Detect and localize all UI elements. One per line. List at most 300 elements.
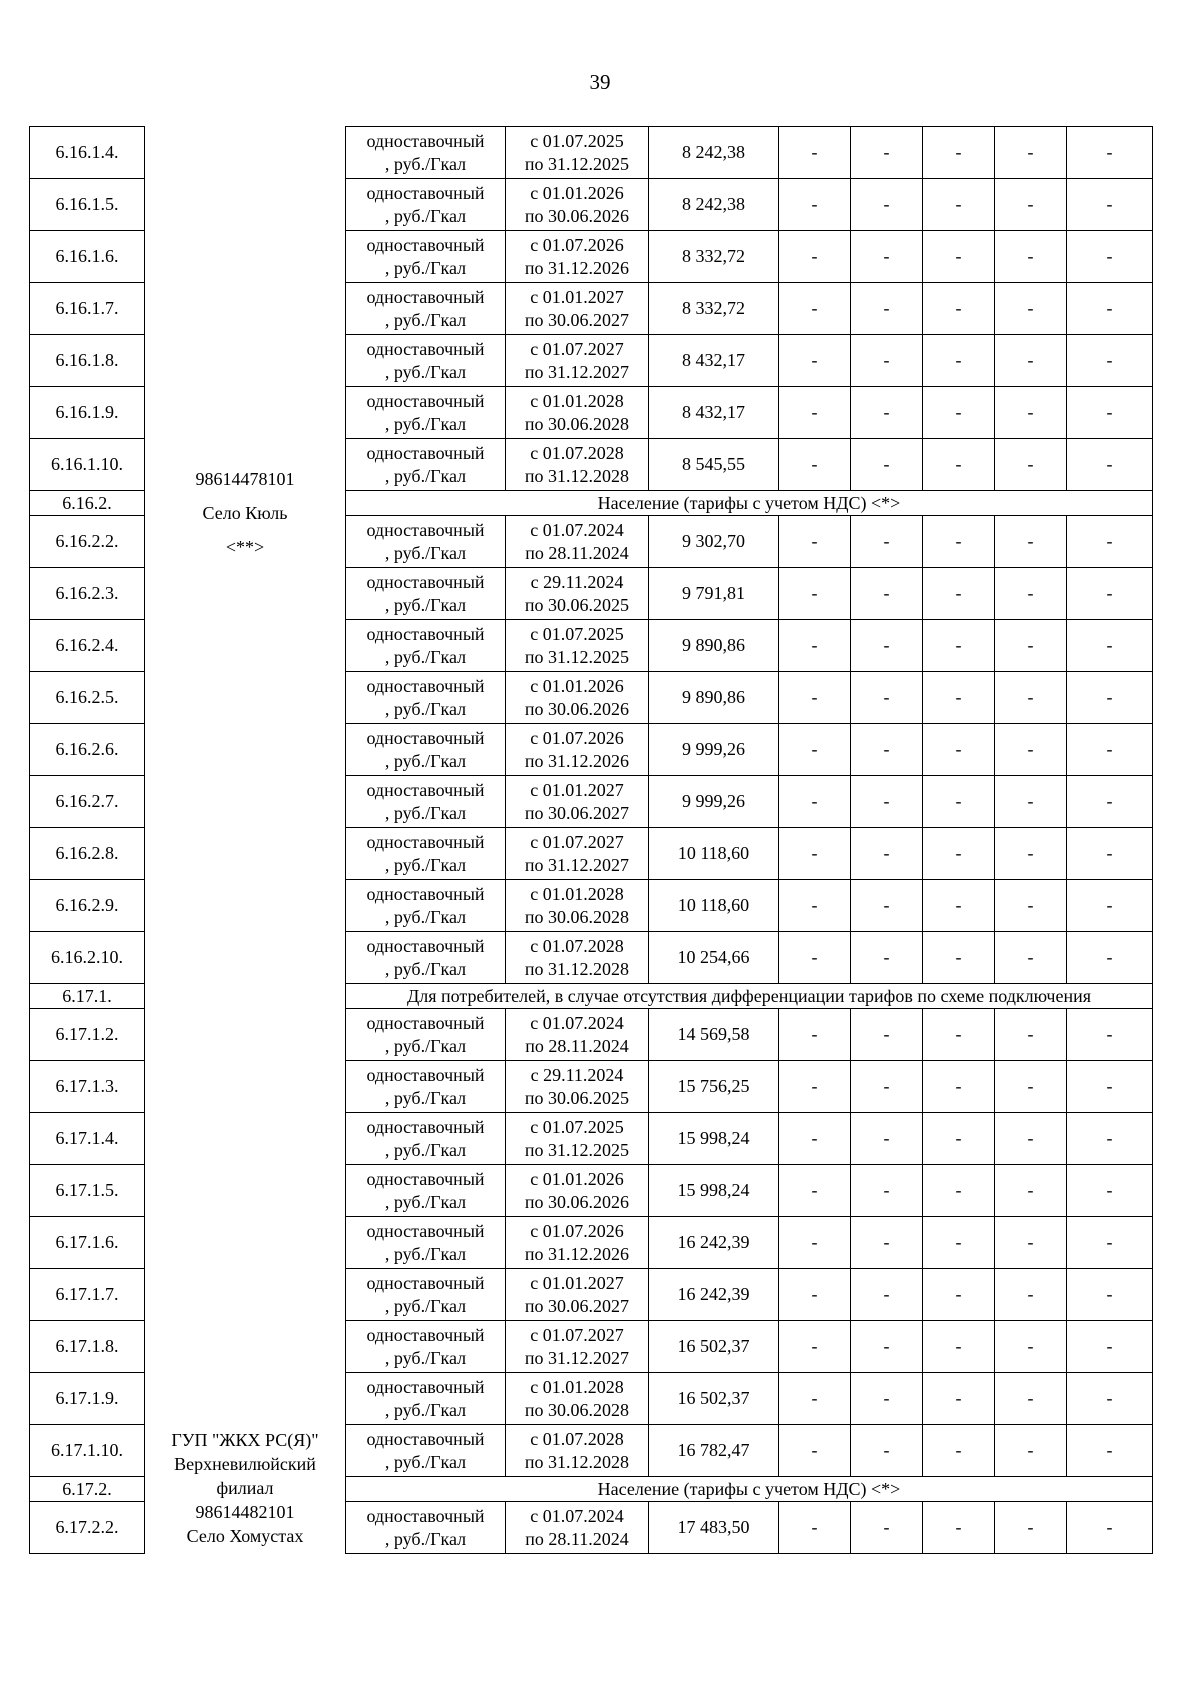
tariff-unit-line: , руб./Гкал xyxy=(384,750,467,771)
empty-value-dash: - xyxy=(1067,439,1153,491)
tariff-type-cell xyxy=(346,828,506,880)
tariff-value-cell: 15 756,25 xyxy=(649,1061,779,1113)
empty-value-dash: - xyxy=(779,568,851,620)
tariff-type-line: одноставочный xyxy=(366,883,485,904)
period-cell xyxy=(506,776,649,828)
period-cell xyxy=(506,231,649,283)
empty-value-dash: - xyxy=(923,1113,995,1165)
period-cell xyxy=(506,620,649,672)
period-from: с 01.01.2028 xyxy=(530,883,624,904)
tariff-value-cell: 15 998,24 xyxy=(649,1113,779,1165)
period-to: по 31.12.2025 xyxy=(524,646,630,667)
empty-value-dash: - xyxy=(1067,1217,1153,1269)
tariff-type-line: одноставочный xyxy=(366,1168,485,1189)
organization-line: 98614482101 xyxy=(195,1501,295,1522)
tariff-value-cell: 16 502,37 xyxy=(649,1373,779,1425)
empty-value-dash: - xyxy=(995,1502,1067,1554)
tariff-value-cell: 15 998,24 xyxy=(649,1165,779,1217)
empty-value-dash: - xyxy=(995,516,1067,568)
tariff-type-cell xyxy=(346,1165,506,1217)
empty-value-dash: - xyxy=(779,516,851,568)
empty-value-dash: - xyxy=(779,724,851,776)
empty-value-dash: - xyxy=(923,1165,995,1217)
empty-value-dash: - xyxy=(851,620,923,672)
tariff-type-cell xyxy=(346,516,506,568)
empty-value-dash: - xyxy=(851,932,923,984)
empty-value-dash: - xyxy=(995,439,1067,491)
period-to: по 30.06.2028 xyxy=(524,413,630,434)
period-cell xyxy=(506,439,649,491)
tariff-value-cell: 16 782,47 xyxy=(649,1425,779,1477)
empty-value-dash: - xyxy=(995,179,1067,231)
empty-value-dash: - xyxy=(995,1009,1067,1061)
empty-value-dash: - xyxy=(851,283,923,335)
tariff-type-cell xyxy=(346,1373,506,1425)
period-from: с 01.07.2024 xyxy=(530,1505,624,1526)
row-code-cell: 6.17.1.10. xyxy=(30,1425,145,1477)
empty-value-dash: - xyxy=(779,335,851,387)
period-from: с 01.07.2027 xyxy=(530,831,624,852)
organization-block xyxy=(147,1428,343,1548)
empty-value-dash: - xyxy=(923,283,995,335)
empty-value-dash: - xyxy=(995,620,1067,672)
empty-value-dash: - xyxy=(1067,335,1153,387)
tariff-type-cell xyxy=(346,387,506,439)
tariff-value-cell: 16 242,39 xyxy=(649,1269,779,1321)
empty-value-dash: - xyxy=(995,1165,1067,1217)
period-cell xyxy=(506,387,649,439)
tariff-value-cell: 10 118,60 xyxy=(649,880,779,932)
tariff-unit-line: , руб./Гкал xyxy=(384,542,467,563)
period-cell xyxy=(506,1269,649,1321)
period-to: по 30.06.2026 xyxy=(524,698,630,719)
empty-value-dash: - xyxy=(851,335,923,387)
row-code-cell: 6.16.1.10. xyxy=(30,439,145,491)
tariff-value-cell: 8 242,38 xyxy=(649,179,779,231)
empty-value-dash: - xyxy=(779,620,851,672)
period-to: по 28.11.2024 xyxy=(525,542,629,563)
tariff-table-body xyxy=(30,127,1153,1554)
empty-value-dash: - xyxy=(1067,283,1153,335)
tariff-unit-line: , руб./Гкал xyxy=(384,257,467,278)
row-code-cell: 6.16.2.4. xyxy=(30,620,145,672)
period-from: с 01.07.2028 xyxy=(530,935,624,956)
empty-value-dash: - xyxy=(779,1502,851,1554)
empty-value-dash: - xyxy=(923,1009,995,1061)
empty-value-dash: - xyxy=(779,1113,851,1165)
tariff-value-cell: 9 999,26 xyxy=(649,776,779,828)
tariff-unit-line: , руб./Гкал xyxy=(384,906,467,927)
empty-value-dash: - xyxy=(995,1217,1067,1269)
empty-value-dash: - xyxy=(1067,1502,1153,1554)
empty-value-dash: - xyxy=(1067,1061,1153,1113)
period-from: с 01.07.2026 xyxy=(530,234,624,255)
tariff-unit-line: , руб./Гкал xyxy=(384,1528,467,1549)
empty-value-dash: - xyxy=(851,724,923,776)
empty-value-dash: - xyxy=(851,1165,923,1217)
tariff-type-line: одноставочный xyxy=(366,519,485,540)
period-to: по 31.12.2028 xyxy=(524,1451,630,1472)
period-to: по 31.12.2027 xyxy=(524,854,630,875)
organization-line: ГУП "ЖКХ РС(Я)" xyxy=(171,1429,319,1450)
empty-value-dash: - xyxy=(995,880,1067,932)
tariff-unit-line: , руб./Гкал xyxy=(384,309,467,330)
empty-value-dash: - xyxy=(851,1009,923,1061)
tariff-type-line: одноставочный xyxy=(366,675,485,696)
tariff-unit-line: , руб./Гкал xyxy=(384,1451,467,1472)
empty-value-dash: - xyxy=(995,1321,1067,1373)
tariff-type-cell xyxy=(346,1321,506,1373)
empty-value-dash: - xyxy=(851,880,923,932)
empty-value-dash: - xyxy=(1067,672,1153,724)
tariff-unit-line: , руб./Гкал xyxy=(384,1295,467,1316)
empty-value-dash: - xyxy=(1067,127,1153,179)
tariff-value-cell: 8 242,38 xyxy=(649,127,779,179)
empty-value-dash: - xyxy=(1067,724,1153,776)
period-from: с 01.07.2027 xyxy=(530,1324,624,1345)
tariff-unit-line: , руб./Гкал xyxy=(384,1035,467,1056)
tariff-unit-line: , руб./Гкал xyxy=(384,646,467,667)
empty-value-dash: - xyxy=(851,439,923,491)
tariff-type-line: одноставочный xyxy=(366,779,485,800)
page-number: 39 xyxy=(589,70,611,94)
empty-value-dash: - xyxy=(779,1373,851,1425)
period-to: по 31.12.2028 xyxy=(524,465,630,486)
period-cell xyxy=(506,516,649,568)
empty-value-dash: - xyxy=(923,127,995,179)
empty-value-dash: - xyxy=(923,1321,995,1373)
period-cell xyxy=(506,179,649,231)
tariff-type-line: одноставочный xyxy=(366,571,485,592)
period-cell xyxy=(506,880,649,932)
period-to: по 28.11.2024 xyxy=(525,1035,629,1056)
empty-value-dash: - xyxy=(923,776,995,828)
empty-value-dash: - xyxy=(1067,620,1153,672)
period-cell xyxy=(506,1217,649,1269)
period-from: с 01.07.2028 xyxy=(530,1428,624,1449)
section-heading-cell: Для потребителей, в случае отсутствия дифференциации тарифов по схеме подключения xyxy=(346,984,1153,1009)
empty-value-dash: - xyxy=(995,1113,1067,1165)
row-code-cell: 6.16.2.10. xyxy=(30,932,145,984)
tariff-value-cell: 8 332,72 xyxy=(649,283,779,335)
empty-value-dash: - xyxy=(779,672,851,724)
tariff-type-line: одноставочный xyxy=(366,1012,485,1033)
tariff-type-line: одноставочный xyxy=(366,182,485,203)
period-to: по 31.12.2028 xyxy=(524,958,630,979)
tariff-type-cell xyxy=(346,1217,506,1269)
empty-value-dash: - xyxy=(851,1217,923,1269)
empty-value-dash: - xyxy=(923,932,995,984)
row-code-cell: 6.17.1. xyxy=(30,984,145,1009)
empty-value-dash: - xyxy=(995,1061,1067,1113)
empty-value-dash: - xyxy=(923,828,995,880)
row-code-cell: 6.17.1.5. xyxy=(30,1165,145,1217)
tariff-type-line: одноставочный xyxy=(366,623,485,644)
period-from: с 01.07.2028 xyxy=(530,442,624,463)
table-row xyxy=(30,984,1153,1009)
period-to: по 30.06.2025 xyxy=(524,1087,630,1108)
empty-value-dash: - xyxy=(779,1009,851,1061)
period-to: по 31.12.2025 xyxy=(524,153,630,174)
tariff-value-cell: 9 791,81 xyxy=(649,568,779,620)
row-code-cell: 6.16.1.9. xyxy=(30,387,145,439)
empty-value-dash: - xyxy=(1067,387,1153,439)
tariff-type-cell xyxy=(346,880,506,932)
empty-value-dash: - xyxy=(779,776,851,828)
period-from: с 29.11.2024 xyxy=(530,1064,624,1085)
empty-value-dash: - xyxy=(995,335,1067,387)
empty-value-dash: - xyxy=(923,1502,995,1554)
period-from: с 01.07.2026 xyxy=(530,1220,624,1241)
empty-value-dash: - xyxy=(779,1425,851,1477)
tariff-value-cell: 9 302,70 xyxy=(649,516,779,568)
empty-value-dash: - xyxy=(851,1269,923,1321)
tariff-type-cell xyxy=(346,672,506,724)
row-code-cell: 6.16.2.3. xyxy=(30,568,145,620)
organization-line: 98614478101 xyxy=(195,468,295,489)
empty-value-dash: - xyxy=(1067,1373,1153,1425)
empty-value-dash: - xyxy=(923,387,995,439)
empty-value-dash: - xyxy=(995,1269,1067,1321)
tariff-unit-line: , руб./Гкал xyxy=(384,1087,467,1108)
period-to: по 31.12.2026 xyxy=(524,257,630,278)
tariff-value-cell: 8 432,17 xyxy=(649,335,779,387)
organization-cell xyxy=(145,127,346,984)
tariff-type-cell xyxy=(346,568,506,620)
tariff-unit-line: , руб./Гкал xyxy=(384,1347,467,1368)
empty-value-dash: - xyxy=(851,387,923,439)
tariff-type-cell xyxy=(346,335,506,387)
tariff-value-cell: 9 890,86 xyxy=(649,620,779,672)
empty-value-dash: - xyxy=(923,179,995,231)
empty-value-dash: - xyxy=(923,672,995,724)
empty-value-dash: - xyxy=(779,1321,851,1373)
empty-value-dash: - xyxy=(1067,231,1153,283)
empty-value-dash: - xyxy=(851,1113,923,1165)
tariff-type-line: одноставочный xyxy=(366,831,485,852)
period-from: с 01.07.2025 xyxy=(530,1116,624,1137)
tariff-type-line: одноставочный xyxy=(366,234,485,255)
period-to: по 30.06.2026 xyxy=(524,205,630,226)
tariff-unit-line: , руб./Гкал xyxy=(384,1139,467,1160)
row-code-cell: 6.16.1.4. xyxy=(30,127,145,179)
empty-value-dash: - xyxy=(995,1373,1067,1425)
empty-value-dash: - xyxy=(1067,880,1153,932)
empty-value-dash: - xyxy=(1067,516,1153,568)
period-cell xyxy=(506,724,649,776)
empty-value-dash: - xyxy=(779,1269,851,1321)
period-cell xyxy=(506,127,649,179)
period-cell xyxy=(506,932,649,984)
period-from: с 01.07.2026 xyxy=(530,727,624,748)
period-cell xyxy=(506,672,649,724)
empty-value-dash: - xyxy=(923,1425,995,1477)
period-to: по 30.06.2027 xyxy=(524,1295,630,1316)
tariff-table xyxy=(29,126,1153,1554)
tariff-type-cell xyxy=(346,231,506,283)
empty-value-dash: - xyxy=(995,283,1067,335)
empty-value-dash: - xyxy=(1067,932,1153,984)
tariff-type-line: одноставочный xyxy=(366,1505,485,1526)
period-cell xyxy=(506,1502,649,1554)
period-from: с 01.07.2024 xyxy=(530,519,624,540)
empty-value-dash: - xyxy=(923,1373,995,1425)
organization-line: Село Кюль xyxy=(202,502,288,523)
empty-value-dash: - xyxy=(995,1425,1067,1477)
row-code-cell: 6.16.2.6. xyxy=(30,724,145,776)
period-to: по 31.12.2025 xyxy=(524,1139,630,1160)
tariff-type-line: одноставочный xyxy=(366,286,485,307)
section-heading-cell: Население (тарифы с учетом НДС) <*> xyxy=(346,491,1153,516)
period-to: по 30.06.2026 xyxy=(524,1191,630,1212)
period-from: с 01.01.2026 xyxy=(530,182,624,203)
row-code-cell: 6.17.1.8. xyxy=(30,1321,145,1373)
empty-value-dash: - xyxy=(923,1061,995,1113)
empty-value-dash: - xyxy=(851,568,923,620)
row-code-cell: 6.16.1.8. xyxy=(30,335,145,387)
tariff-unit-line: , руб./Гкал xyxy=(384,698,467,719)
tariff-unit-line: , руб./Гкал xyxy=(384,465,467,486)
empty-value-dash: - xyxy=(1067,1113,1153,1165)
empty-value-dash: - xyxy=(851,1425,923,1477)
tariff-unit-line: , руб./Гкал xyxy=(384,594,467,615)
empty-value-dash: - xyxy=(1067,1009,1153,1061)
tariff-type-cell xyxy=(346,283,506,335)
row-code-cell: 6.17.1.2. xyxy=(30,1009,145,1061)
row-code-cell: 6.17.2. xyxy=(30,1477,145,1502)
empty-value-dash: - xyxy=(923,620,995,672)
tariff-value-cell: 8 545,55 xyxy=(649,439,779,491)
period-cell xyxy=(506,1113,649,1165)
row-code-cell: 6.16.2.8. xyxy=(30,828,145,880)
empty-value-dash: - xyxy=(779,387,851,439)
empty-value-dash: - xyxy=(923,335,995,387)
empty-value-dash: - xyxy=(851,1061,923,1113)
empty-value-dash: - xyxy=(851,776,923,828)
tariff-type-cell xyxy=(346,1061,506,1113)
tariff-type-line: одноставочный xyxy=(366,1272,485,1293)
empty-value-dash: - xyxy=(779,127,851,179)
row-code-cell: 6.17.1.7. xyxy=(30,1269,145,1321)
period-to: по 30.06.2027 xyxy=(524,802,630,823)
empty-value-dash: - xyxy=(923,568,995,620)
row-code-cell: 6.17.1.6. xyxy=(30,1217,145,1269)
empty-value-dash: - xyxy=(779,1061,851,1113)
period-from: с 01.01.2027 xyxy=(530,1272,624,1293)
tariff-type-cell xyxy=(346,724,506,776)
period-from: с 01.01.2026 xyxy=(530,675,624,696)
organization-line: филиал xyxy=(216,1477,274,1498)
period-to: по 31.12.2026 xyxy=(524,1243,630,1264)
empty-value-dash: - xyxy=(923,516,995,568)
empty-value-dash: - xyxy=(923,439,995,491)
organization-block xyxy=(147,467,343,559)
tariff-type-line: одноставочный xyxy=(366,1324,485,1345)
period-from: с 01.07.2024 xyxy=(530,1012,624,1033)
period-cell xyxy=(506,1009,649,1061)
empty-value-dash: - xyxy=(851,1373,923,1425)
empty-value-dash: - xyxy=(923,724,995,776)
row-code-cell: 6.16.2.7. xyxy=(30,776,145,828)
tariff-value-cell: 14 569,58 xyxy=(649,1009,779,1061)
tariff-unit-line: , руб./Гкал xyxy=(384,205,467,226)
empty-value-dash: - xyxy=(1067,1425,1153,1477)
section-heading-cell: Население (тарифы с учетом НДС) <*> xyxy=(346,1477,1153,1502)
tariff-type-cell xyxy=(346,127,506,179)
period-from: с 01.07.2027 xyxy=(530,338,624,359)
period-from: с 29.11.2024 xyxy=(530,571,624,592)
empty-value-dash: - xyxy=(779,880,851,932)
tariff-type-line: одноставочный xyxy=(366,390,485,411)
tariff-type-cell xyxy=(346,620,506,672)
empty-value-dash: - xyxy=(1067,1165,1153,1217)
row-code-cell: 6.16.1.7. xyxy=(30,283,145,335)
row-code-cell: 6.16.1.6. xyxy=(30,231,145,283)
tariff-unit-line: , руб./Гкал xyxy=(384,1191,467,1212)
tariff-unit-line: , руб./Гкал xyxy=(384,413,467,434)
period-to: по 31.12.2026 xyxy=(524,750,630,771)
empty-value-dash: - xyxy=(995,776,1067,828)
tariff-type-line: одноставочный xyxy=(366,1116,485,1137)
tariff-value-cell: 17 483,50 xyxy=(649,1502,779,1554)
period-cell xyxy=(506,1321,649,1373)
empty-value-dash: - xyxy=(995,387,1067,439)
row-code-cell: 6.17.1.4. xyxy=(30,1113,145,1165)
empty-value-dash: - xyxy=(779,231,851,283)
tariff-type-line: одноставочный xyxy=(366,727,485,748)
tariff-type-line: одноставочный xyxy=(366,1064,485,1085)
tariff-value-cell: 9 890,86 xyxy=(649,672,779,724)
period-from: с 01.01.2027 xyxy=(530,779,624,800)
empty-value-dash: - xyxy=(779,439,851,491)
empty-value-dash: - xyxy=(923,880,995,932)
empty-value-dash: - xyxy=(779,932,851,984)
period-to: по 31.12.2027 xyxy=(524,1347,630,1368)
row-code-cell: 6.16.2. xyxy=(30,491,145,516)
empty-value-dash: - xyxy=(995,932,1067,984)
empty-value-dash: - xyxy=(851,1321,923,1373)
period-from: с 01.07.2025 xyxy=(530,623,624,644)
empty-value-dash: - xyxy=(779,283,851,335)
empty-value-dash: - xyxy=(1067,568,1153,620)
tariff-type-cell xyxy=(346,1009,506,1061)
tariff-type-cell xyxy=(346,1113,506,1165)
tariff-type-line: одноставочный xyxy=(366,1220,485,1241)
empty-value-dash: - xyxy=(1067,828,1153,880)
row-code-cell: 6.16.1.5. xyxy=(30,179,145,231)
period-cell xyxy=(506,1061,649,1113)
tariff-value-cell: 8 332,72 xyxy=(649,231,779,283)
empty-value-dash: - xyxy=(995,828,1067,880)
row-code-cell: 6.16.2.2. xyxy=(30,516,145,568)
period-cell xyxy=(506,1165,649,1217)
tariff-unit-line: , руб./Гкал xyxy=(384,802,467,823)
period-cell xyxy=(506,283,649,335)
empty-value-dash: - xyxy=(995,568,1067,620)
tariff-type-line: одноставочный xyxy=(366,130,485,151)
tariff-type-cell xyxy=(346,1269,506,1321)
empty-value-dash: - xyxy=(1067,179,1153,231)
period-to: по 28.11.2024 xyxy=(525,1528,629,1549)
tariff-value-cell: 8 432,17 xyxy=(649,387,779,439)
tariff-unit-line: , руб./Гкал xyxy=(384,958,467,979)
tariff-type-cell xyxy=(346,439,506,491)
empty-value-dash: - xyxy=(923,231,995,283)
table-row xyxy=(30,127,1153,179)
empty-value-dash: - xyxy=(995,231,1067,283)
period-to: по 30.06.2028 xyxy=(524,906,630,927)
empty-value-dash: - xyxy=(1067,1321,1153,1373)
